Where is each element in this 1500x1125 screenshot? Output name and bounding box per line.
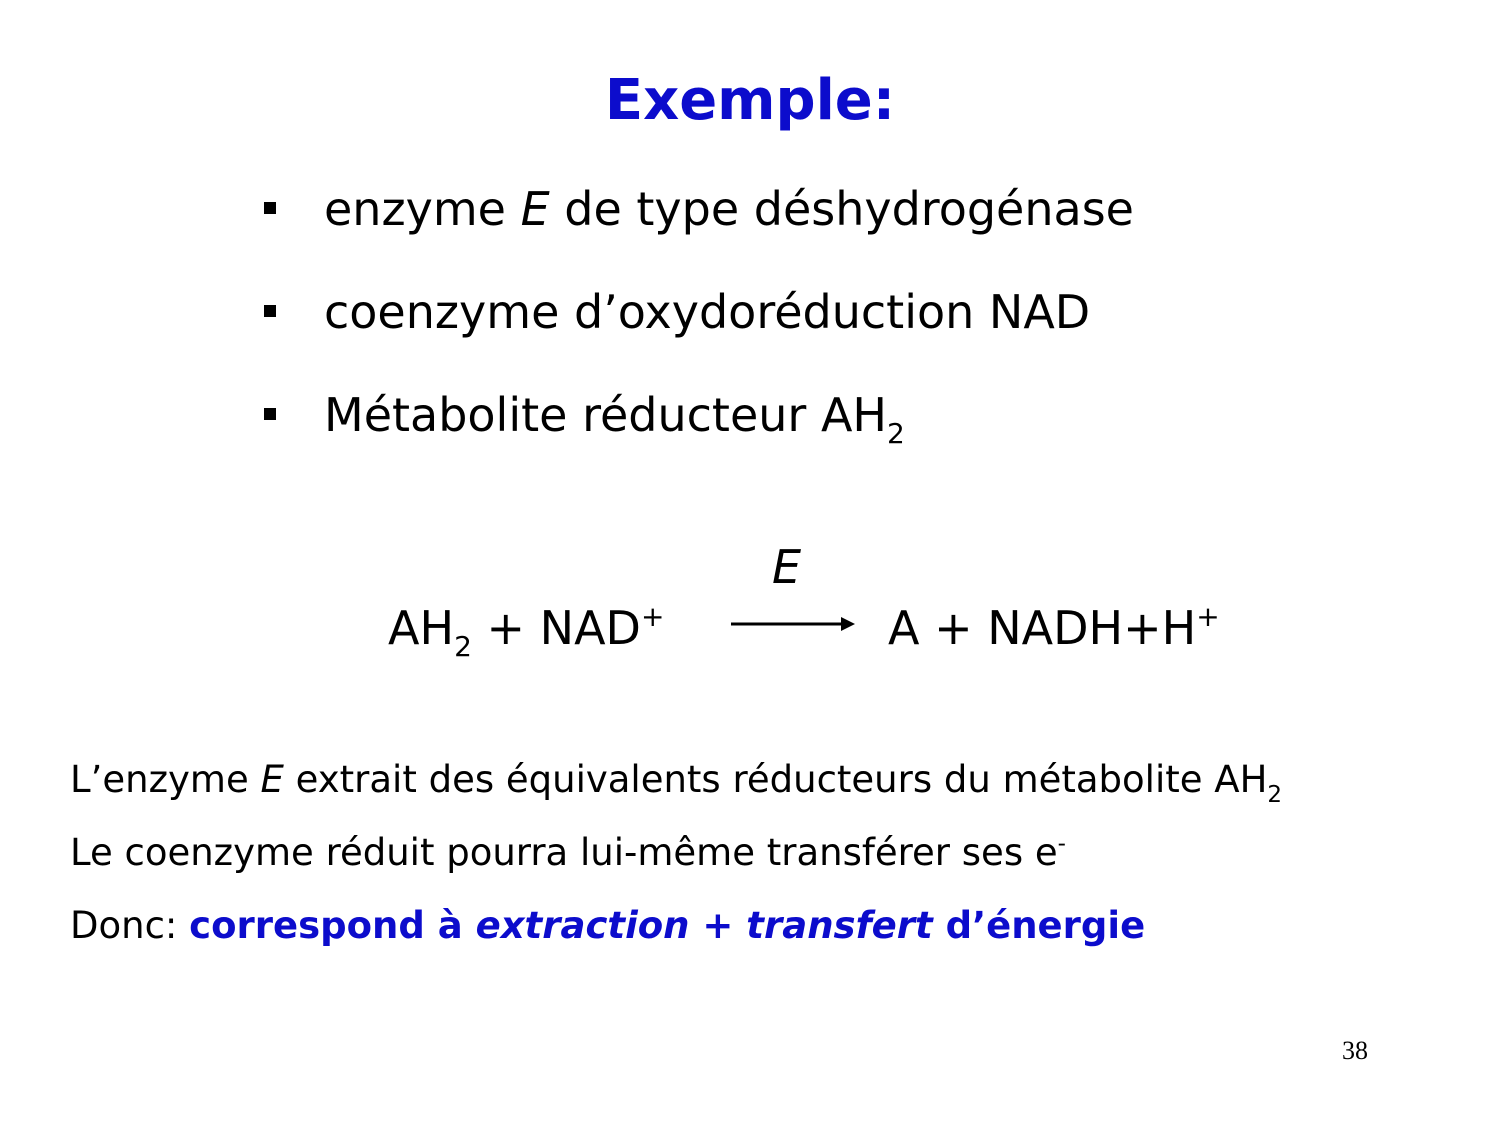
text-part: correspond à [189, 904, 476, 947]
superscript: + [640, 600, 665, 633]
text-part: Le coenzyme réduit pourra lui-même transférer ses e [70, 831, 1058, 874]
explanation-line-2 [70, 828, 1282, 901]
bullet-text-part: Métabolite réducteur AH [324, 388, 888, 442]
superscript: + [1196, 600, 1220, 633]
subscript: 2 [887, 417, 905, 450]
equation-text: + NAD [471, 601, 641, 655]
text-part: extraction [475, 904, 690, 947]
enzyme-symbol: E [520, 182, 550, 236]
bullet-text-part: de type déshydrogénase [549, 182, 1134, 236]
text-part: + [689, 904, 747, 947]
bullet-text [324, 176, 1134, 242]
equation-enzyme-label: E [772, 540, 802, 594]
text-part: L’enzyme [70, 758, 261, 801]
text-part: d’énergie [932, 904, 1146, 947]
text-part: Donc: [70, 904, 190, 947]
text-part: extrait des équivalents réducteurs du métabolite AH [283, 758, 1268, 801]
subscript: 2 [454, 630, 472, 663]
superscript: - [1057, 831, 1066, 857]
reaction-arrow-icon [731, 612, 857, 636]
bullet-text: coenzyme d’oxydoréduction NAD [324, 285, 1091, 339]
subscript: 2 [1267, 782, 1283, 808]
square-bullet-icon [264, 202, 276, 214]
equation-reactants [388, 600, 665, 663]
text-part: transfert [746, 904, 933, 947]
explanation-line-3 [70, 901, 1282, 974]
page-number: 38 [1342, 1036, 1368, 1065]
equation-text: AH [388, 601, 455, 655]
explanation-text [70, 755, 1282, 974]
equation-text: A + NADH+H [888, 601, 1197, 655]
enzyme-symbol: E [260, 758, 284, 801]
bullet-text [324, 382, 905, 448]
slide-title: Exemple: [604, 68, 896, 133]
conclusion-highlight [189, 904, 1145, 947]
explanation-line-1 [70, 755, 1282, 828]
square-bullet-icon [264, 408, 276, 420]
square-bullet-icon [264, 305, 276, 317]
equation-products [888, 601, 1220, 655]
bullet-text-part: enzyme [324, 182, 521, 236]
